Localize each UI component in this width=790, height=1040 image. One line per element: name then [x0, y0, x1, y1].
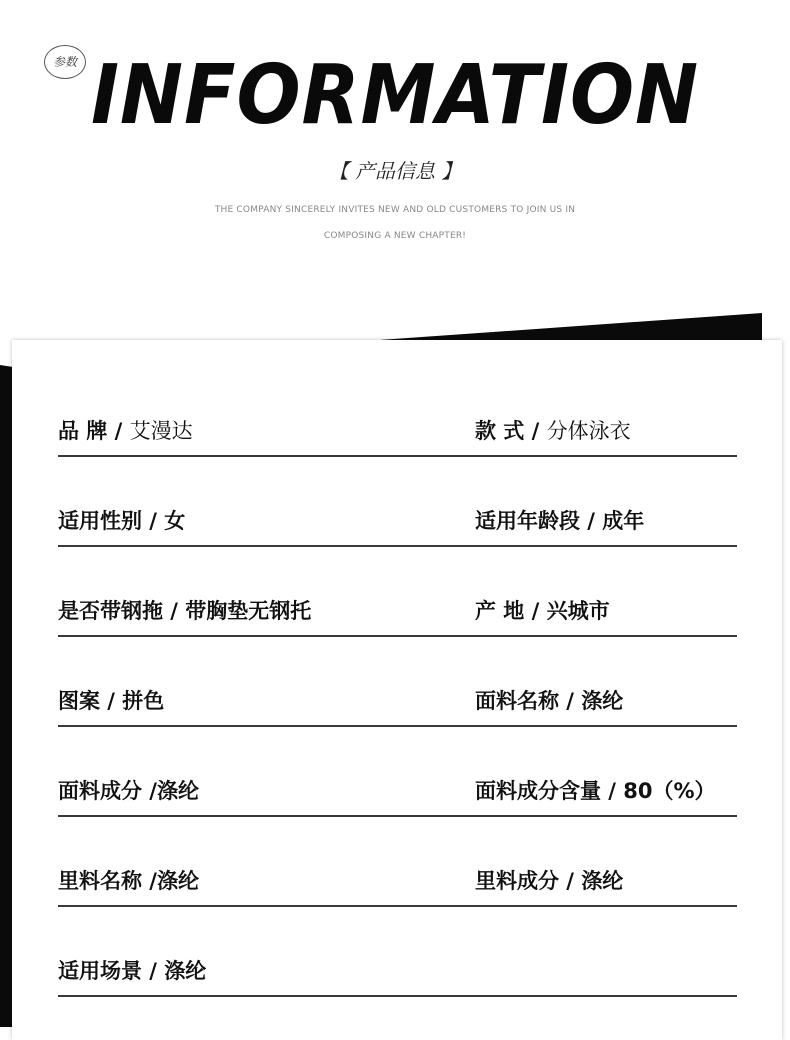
- info-key: 适用性别 /: [58, 509, 165, 533]
- info-cell-fabric-content: [475, 778, 716, 804]
- info-value: 女: [164, 509, 186, 533]
- info-cell-gender: [58, 508, 185, 534]
- info-value: 涤纶: [156, 869, 199, 893]
- info-key: 面料成分 /: [58, 779, 157, 803]
- info-key: 适用年龄段 /: [475, 509, 603, 533]
- info-value: 分体泳衣: [546, 419, 631, 443]
- info-cell-style: [475, 418, 631, 444]
- params-badge: 参数: [44, 45, 86, 79]
- tagline-line-2: COMPOSING A NEW CHAPTER!: [323, 231, 467, 241]
- info-key: 适用场景 /: [58, 959, 165, 983]
- info-value: 涤纶: [581, 689, 624, 713]
- info-card: [12, 340, 782, 1040]
- info-cell-fabric-name: [475, 688, 623, 714]
- info-cell-scenario: [58, 958, 206, 984]
- info-cell-origin: [475, 598, 610, 624]
- info-key: 里料成分 /: [475, 869, 582, 893]
- section-subtitle: 【 产品信息 】: [328, 159, 462, 183]
- info-cell-age: [475, 508, 644, 534]
- info-key: 图案 /: [58, 689, 123, 713]
- info-value: 涤纶: [581, 869, 624, 893]
- info-value: 艾漫达: [129, 419, 193, 443]
- info-key: 产 地 /: [475, 599, 547, 623]
- page-title: INFORMATION: [90, 48, 700, 143]
- info-key: 品 牌 /: [58, 419, 130, 443]
- info-value: 80（%）: [623, 779, 716, 803]
- info-key: 面料成分含量 /: [475, 779, 624, 803]
- info-cell-underwire: [58, 598, 311, 624]
- info-row: [58, 455, 737, 547]
- info-row: [58, 545, 737, 637]
- info-cell-pattern: [58, 688, 164, 714]
- info-cell-lining-composition: [475, 868, 623, 894]
- info-value: 拼色: [122, 689, 165, 713]
- info-value: 涤纶: [156, 779, 199, 803]
- info-row: [58, 815, 737, 907]
- info-cell-brand: [58, 418, 193, 444]
- info-row: [58, 635, 737, 727]
- info-key: 是否带钢拖 /: [58, 599, 186, 623]
- info-key: 里料名称 /: [58, 869, 157, 893]
- info-cell-fabric-composition: [58, 778, 199, 804]
- info-value: 涤纶: [164, 959, 207, 983]
- tagline-line-1: THE COMPANY SINCERELY INVITES NEW AND OLD CUSTOMERS TO JOIN US IN: [214, 205, 576, 215]
- info-row: [58, 725, 737, 817]
- info-row: [58, 365, 737, 457]
- info-key: 款 式 /: [475, 419, 547, 443]
- info-cell-lining-name: [58, 868, 199, 894]
- info-value: 兴城市: [546, 599, 610, 623]
- info-value: 成年: [602, 509, 645, 533]
- info-key: 面料名称 /: [475, 689, 582, 713]
- info-value: 带胸垫无钢托: [185, 599, 312, 623]
- info-row: [58, 905, 737, 997]
